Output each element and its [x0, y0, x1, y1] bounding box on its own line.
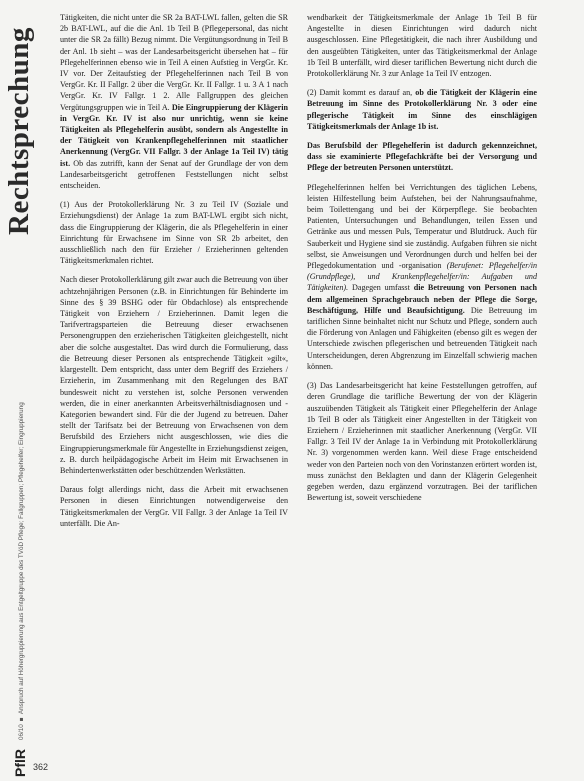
text-run: Die Betreuung im tariflichen Sinne beinhaltet nicht nur Schutz und Pflege, sondern auch die Förderung von Anlagen und Fähigkeiten (ebenso gilt es wegen der Unterschiede zwischen pflegerischen und betreuenden Tätigkeit nach Unterscheidungen, deren Abgrenzung im Einzelfall schwierig machen können.	[307, 305, 537, 371]
left-column	[60, 12, 288, 762]
right-column	[307, 12, 537, 762]
paragraph: wendbarkeit der Tätigkeitsmerkmale der Anlage 1b Teil B für Angestellte in diesen Einrichtungen wird dadurch nicht ausgeschlossen. Eine Pflegetätigkeit, die nach ihrer Ausbildung und den ausgeübten Tätigkeiten, unter das Tätigkeitsmerkmal der Anlage 1b Teil B unterfällt, wird dieser tariflichen Bewertung nicht durch die Protokollerklärung Nr. 3 zur Anlage 1a Teil IV entzogen.	[307, 13, 537, 79]
paragraph: Daraus folgt allerdings nicht, dass die Arbeit mit erwachsenen Personen in diesen Einrichtungen notwendigerweise den Tätigkeitsmerkmalen der VergGr. VII Fallgr. 3 der Anlage 1a Teil IV unterfällt. Die An-	[60, 485, 288, 528]
paragraph: Das Berufsbild der Pflegehelferin ist dadurch gekennzeichnet, dass sie examinierte Pflegefachkräfte bei der Versorgung und Pflege der betreuten Personen unterstützt.	[307, 141, 537, 173]
sidebar	[3, 10, 35, 777]
bold-text: die Betreuung von Personen nach dem allgemeinen Sprachgebrauch neben der Pflege die Sorge, Beschäftigung, Hilfe und Beaufsichtigung.	[307, 283, 537, 315]
paragraph: (3) Das Landesarbeitsgericht hat keine Feststellungen getroffen, auf deren Grundlage die tarifliche Bewertung der von der Klägerin auszuübenden Tätigkeit als Tätigkeit einer Pflegehelferin der Anlage 1b Teil B oder als Tätigkeit einer Angestellten in der Tätigkeit von Erziehern / Erzieherinnen mit staatlicher Anerkennung (VergGr. VII Fallgr. 3 Teil IV der Anlage 1a in Verbindung mit Protokollerklärung Nr. 3) vorgenommen werden kann. Weil diese Frage entscheidend weder von den Parteien noch von den Vorinstanzen erörtert worden ist, muss zunächst den Beklagten und dann der Klägerin Gelegenheit gegeben werden, dazu ergänzend vorzutragen. Bei der tariflichen Bewertung ist, soweit verschiedene	[307, 381, 537, 503]
paragraph: (1) Aus der Protokollerklärung Nr. 3 zu Teil IV (Soziale und Erziehungsdienst) der Anlage 1a zum BAT-LWL ergibt sich nicht, dass die Eingruppierung der Klägerin, die als Pflegehelferin in einer Einrichtung für Erwachsene im Sinne von SR 2b arbeitet, den ausschließlich nach den für Erzieher / Erzieherinnen geltenden Tätigkeitsmerkmalen richtet.	[60, 200, 288, 266]
paragraph	[307, 87, 537, 132]
bold-text: ob die Tätigkeit der Klägerin eine Betreuung im Sinne des Protokollerklärung Nr. 3 oder eine pflegerische Tätigkeit im Sinne des einschlägigen Tätigkeitsmerkmals der Anlage 1b ist.	[307, 88, 537, 131]
bold-text: Die Eingruppierung der Klägerin in VergGr. Kr. IV ist also nur unrichtig, wenn sie keine Tätigkeiten als Pflegehelferin ausübt, sondern als Angestellte in der Tätigkeit von Krankenpflegehelferinnen mit staatlicher Anerkennung (VergGr. VII Fallgr. 3 der Anlage 1a Teil IV) tätig ist.	[60, 102, 288, 168]
running-citation: 06/10 ■ Anspruch auf Höhergruppierung aus Entgeltgruppe des TVöD Pflege; Fallgruppen; Pflegehelfer; Eingruppierung	[18, 402, 25, 740]
paragraph	[307, 182, 537, 372]
paragraph	[60, 12, 288, 191]
section-title: Rechtsprechung	[3, 27, 35, 235]
text-run: Pflegehelferinnen helfen bei Verrichtungen des täglichen Lebens, leisten Hilfestellung beim Aufstehen, bei der Nahrungsaufnahme, beim Toilettengang und bei der Körperpflege. Sie beobachten Patienten, Untersuchungen und Behandlungen, teilen Essen und Getränke aus und messen Puls, Temperatur und Blutdruck. Auch für Sauberkeit und Hygiene sind sie zuständig. Aufgaben führen sie nicht selbst, sie Anweisungen und Verordnungen durch und helfen bei der Pflegedokumentation und -organisation	[307, 182, 537, 271]
text-run: (2) Damit kommt es darauf an,	[307, 88, 413, 98]
page-number: 362	[33, 762, 49, 772]
paragraph: Nach dieser Protokollerklärung gilt zwar auch die Betreuung von über achtzehnjährigen Personen (z.B. in Einrichtungen für Behinderte im Sinne des § 39 BSHG oder für Obdachlose) als entsprechende Tätigkeit von Erziehern / Erzieherinnen. Damit legen die Tarifvertragsparteien die Betreuung dieser erwachsenen Personengruppen den erzieherischen Tätigkeiten gleichgestellt, nicht aber die solche ausgestaltet. Das wird durch die Formulierung, dass die Betreuung dieser Personen als entsprechende Tätigkeit »gilt«, klargestellt. Dem entspricht, dass unter dem Begriff des Erziehers / Erzieherin, im Zusammenhang mit den Regelungen des BAT bundesweit nicht zu verstehen ist, solche Personen verwenden werden, die in einer anerkannten Arbeitsverhältnisdiagnosen und -Kategorien bewandert sind. Für die der Jugend zu betreuen. Daher stellt der Tarifsatz bei der Betreuung von Erwachsenen von dem Berufsbild des Erziehers nicht ausgeschlossen, wie dies die Eingruppierungsmerkmale für Angestellte in Erziehungsdienst zeigen, z. B. durch heilpädagogische Arbeit im Heim mit Erwachsenen in Behindertenwerkstätten oder beschützenden Werkstätten.	[60, 275, 288, 475]
text-run: Tätigkeiten, die nicht unter die SR 2a BAT-LWL fallen, gelten die SR 2b BAT-LWL, auf die die Anl. 1b Teil B (Pflegepersonal, das nicht unter die SR 2a fällt) Bezug nimmt. Die Vergütungsordnung in Teil B der Anl. 1b sieht – was der Landesarbeitsgericht übersehen hat – für Pflegehelferinnen ebenso wie in Teil A einen Aufstieg in VergGr. Kr. IV vor. Der Zeitaufstieg der Pflegehelferinnen nach Teil B von VergGr. Kr. II Fallgr. 2 über die VergGr. Kr. II Fallgr. 1 u. 3 A 1 nach VergGr. Kr. IV Fallgr. 1 2. Alle Fallgruppen des gleichen Vergütungsgruppen wie in Teil A.	[60, 13, 288, 112]
italic-citation: (Berufenet: Pflegehelfer/in (Grundpflege), und Krankenpflegehelfer/in: Aufgaben und Tätigkeiten).	[307, 261, 537, 293]
text-run: Ob das zutrifft, kann der Senat auf der Grundlage der von dem Landesarbeitsgericht getroffenen Feststellungen nicht selbst entscheiden.	[60, 158, 288, 191]
text-run: Dagegen umfasst	[352, 283, 410, 293]
journal-logo: PflR	[12, 749, 28, 777]
